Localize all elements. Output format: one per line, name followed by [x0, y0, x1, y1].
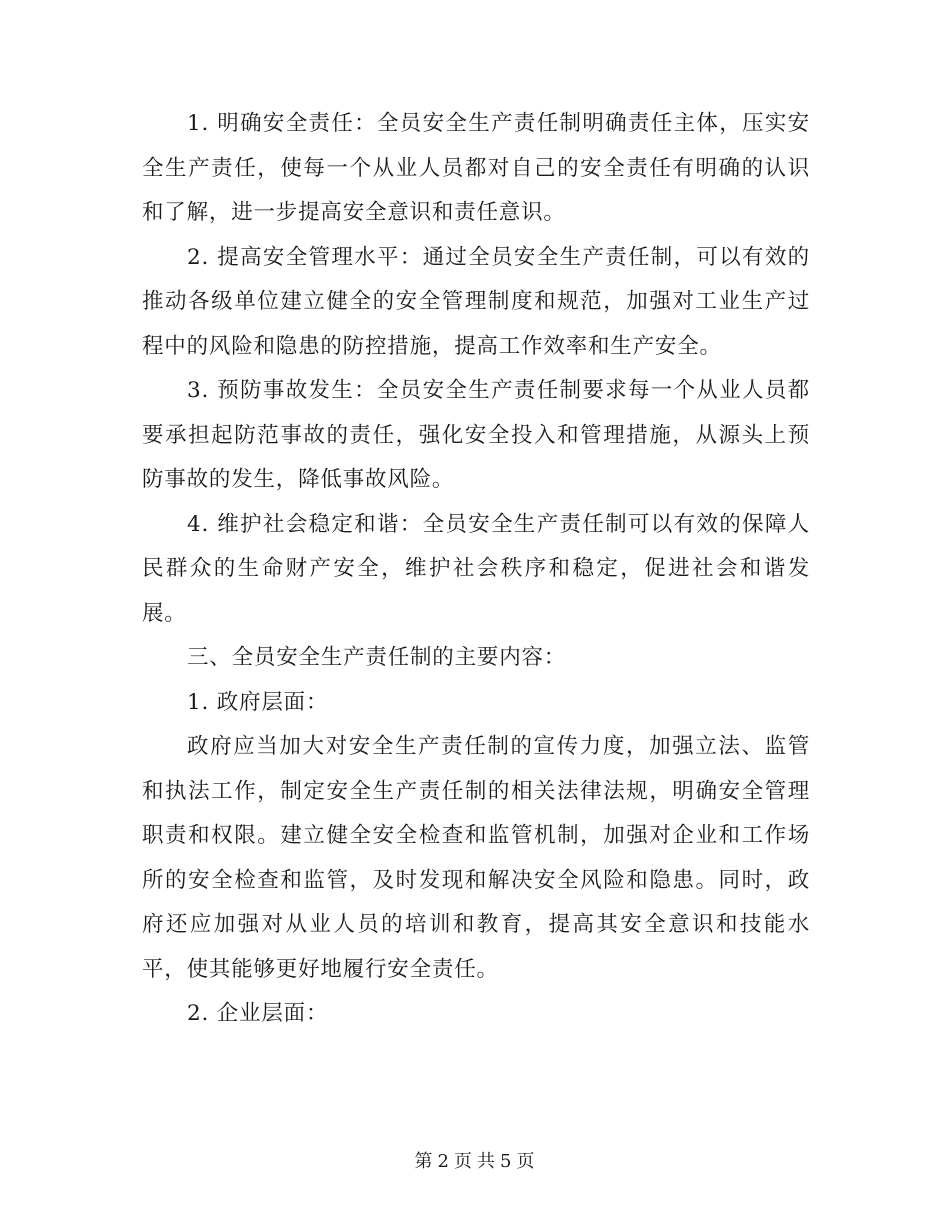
footer-total-pages: 5: [500, 1151, 513, 1172]
footer-prefix: 第: [414, 1151, 434, 1172]
paragraph-social-stability: 4. 维护社会稳定和谐：全员安全生产责任制可以有效的保障人民群众的生命财产安全，维护社会秩序和稳定，促进社会和谐发展。: [142, 511, 810, 626]
footer-total-label: 共: [477, 1151, 496, 1172]
paragraph-improve-management: 2. 提高安全管理水平：通过全员安全生产责任制，可以有效的推动各级单位建立健全的安全管理制度和规范，加强对工业生产过程中的风险和隐患的防控措施，提高工作效率和生产安全。: [142, 244, 810, 359]
page-footer: [0, 1147, 950, 1173]
section-heading-main-content: 三、全员安全生产责任制的主要内容：: [187, 645, 567, 670]
footer-current-page: 2: [437, 1151, 450, 1172]
paragraph-clear-responsibility: 1. 明确安全责任：全员安全生产责任制明确责任主体，压实安全生产责任，使每一个从业人员都对自己的安全责任有明确的认识和了解，进一步提高安全意识和责任意识。: [142, 111, 810, 225]
footer-suffix: 页: [516, 1151, 536, 1172]
paragraph-government-duties: 政府应当加大对安全生产责任制的宣传力度，加强立法、监管和执法工作，制定安全生产责任制的相关法律法规，明确安全管理职责和权限。建立健全安全检查和监管机制，加强对企业和工作场所的安全检查和监管，及时发现和解决安全风险和隐患。同时，政府还应加强对从业人员的培训和教育，提高其安全意识和技能水平，使其能够更好地履行安全责任。: [142, 734, 810, 982]
subheading-government-level: 1. 政府层面：: [187, 689, 329, 715]
footer-page-label: 页: [454, 1151, 473, 1172]
document-body: [142, 102, 810, 1037]
subheading-enterprise-level: 2. 企业层面：: [187, 1001, 329, 1026]
paragraph-prevent-accidents: 3. 预防事故发生：全员安全生产责任制要求每一个从业人员都要承担起防范事故的责任，强化安全投入和管理措施，从源头上预防事故的发生，降低事故风险。: [142, 378, 810, 492]
